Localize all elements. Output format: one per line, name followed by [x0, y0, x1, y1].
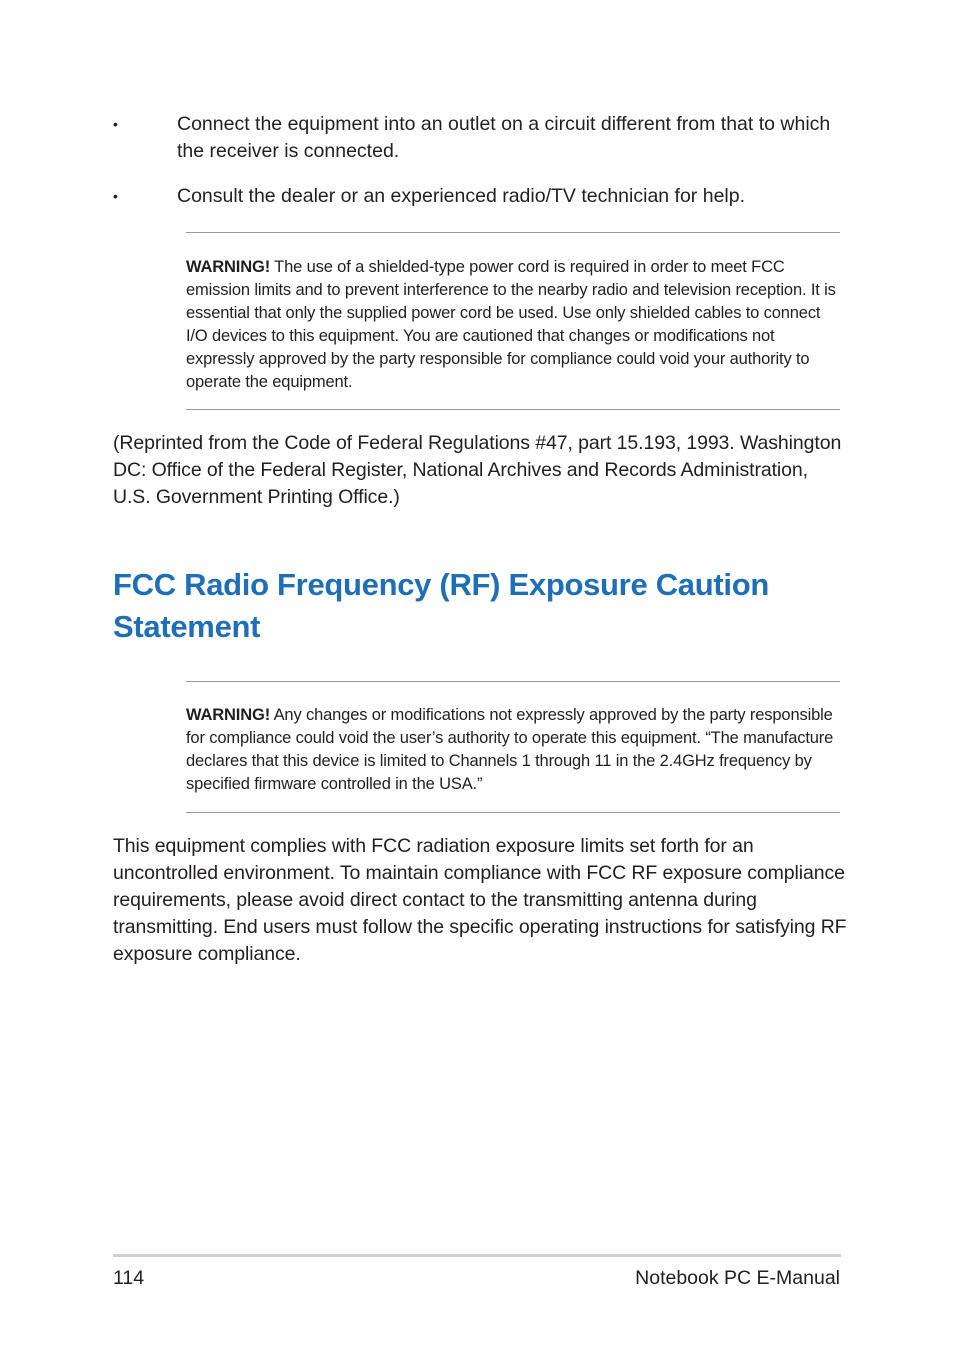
bullet-marker: •: [113, 116, 118, 132]
manual-title: Notebook PC E-Manual: [635, 1267, 840, 1289]
warning-note: [186, 256, 840, 394]
bullet-text: Connect the equipment into an outlet on a circuit different from that to which the receiver is connected.: [177, 113, 831, 162]
warning-note: [186, 704, 840, 796]
warning-label: WARNING!: [186, 258, 271, 276]
warning-text: The use of a shielded-type power cord is required in order to meet FCC emission limits and to prevent interference to the nearby radio and television reception. It is essential that only the supplied power cord be used. Use only shielded cables to connect I/O devices to this equipment. You are cautioned that changes or modifications not expressly approved by the party responsible for compliance could void your authority to operate the equipment.: [186, 258, 836, 391]
page-number: 114: [113, 1267, 145, 1289]
warning-top-divider: [186, 681, 840, 682]
warning-bottom-divider: [186, 409, 840, 410]
footer-divider: [113, 1254, 841, 1257]
section-heading: FCC Radio Frequency (RF) Exposure Caution Statement: [113, 567, 769, 644]
warning-text: Any changes or modifications not expressly approved by the party responsible for compliance could void the user’s authority to operate this equipment. “The manufacture declares that this device is limited to Channels 1 through 11 in the 2.4GHz frequency by specified firmware controlled in the USA.”: [186, 706, 834, 793]
warning-top-divider: [186, 232, 840, 233]
compliance-paragraph: This equipment complies with FCC radiation exposure limits set forth for an uncontrolled environment. To maintain compliance with FCC RF exposure compliance requirements, please avoid direct contact to the transmitting antenna during transmitting. End users must follow the specific operating instructions for satisfying RF exposure compliance.: [113, 835, 847, 965]
warning-bottom-divider: [186, 812, 840, 813]
warning-label: WARNING!: [186, 706, 271, 724]
bullet-marker: •: [113, 188, 118, 204]
bullet-text: Consult the dealer or an experienced radio/TV technician for help.: [177, 185, 746, 207]
reprint-note: (Reprinted from the Code of Federal Regulations #47, part 15.193, 1993. Washington DC: Office of the Federal Register, National Archives and Records Administration, U.S. Government Printing Office.): [113, 432, 842, 508]
